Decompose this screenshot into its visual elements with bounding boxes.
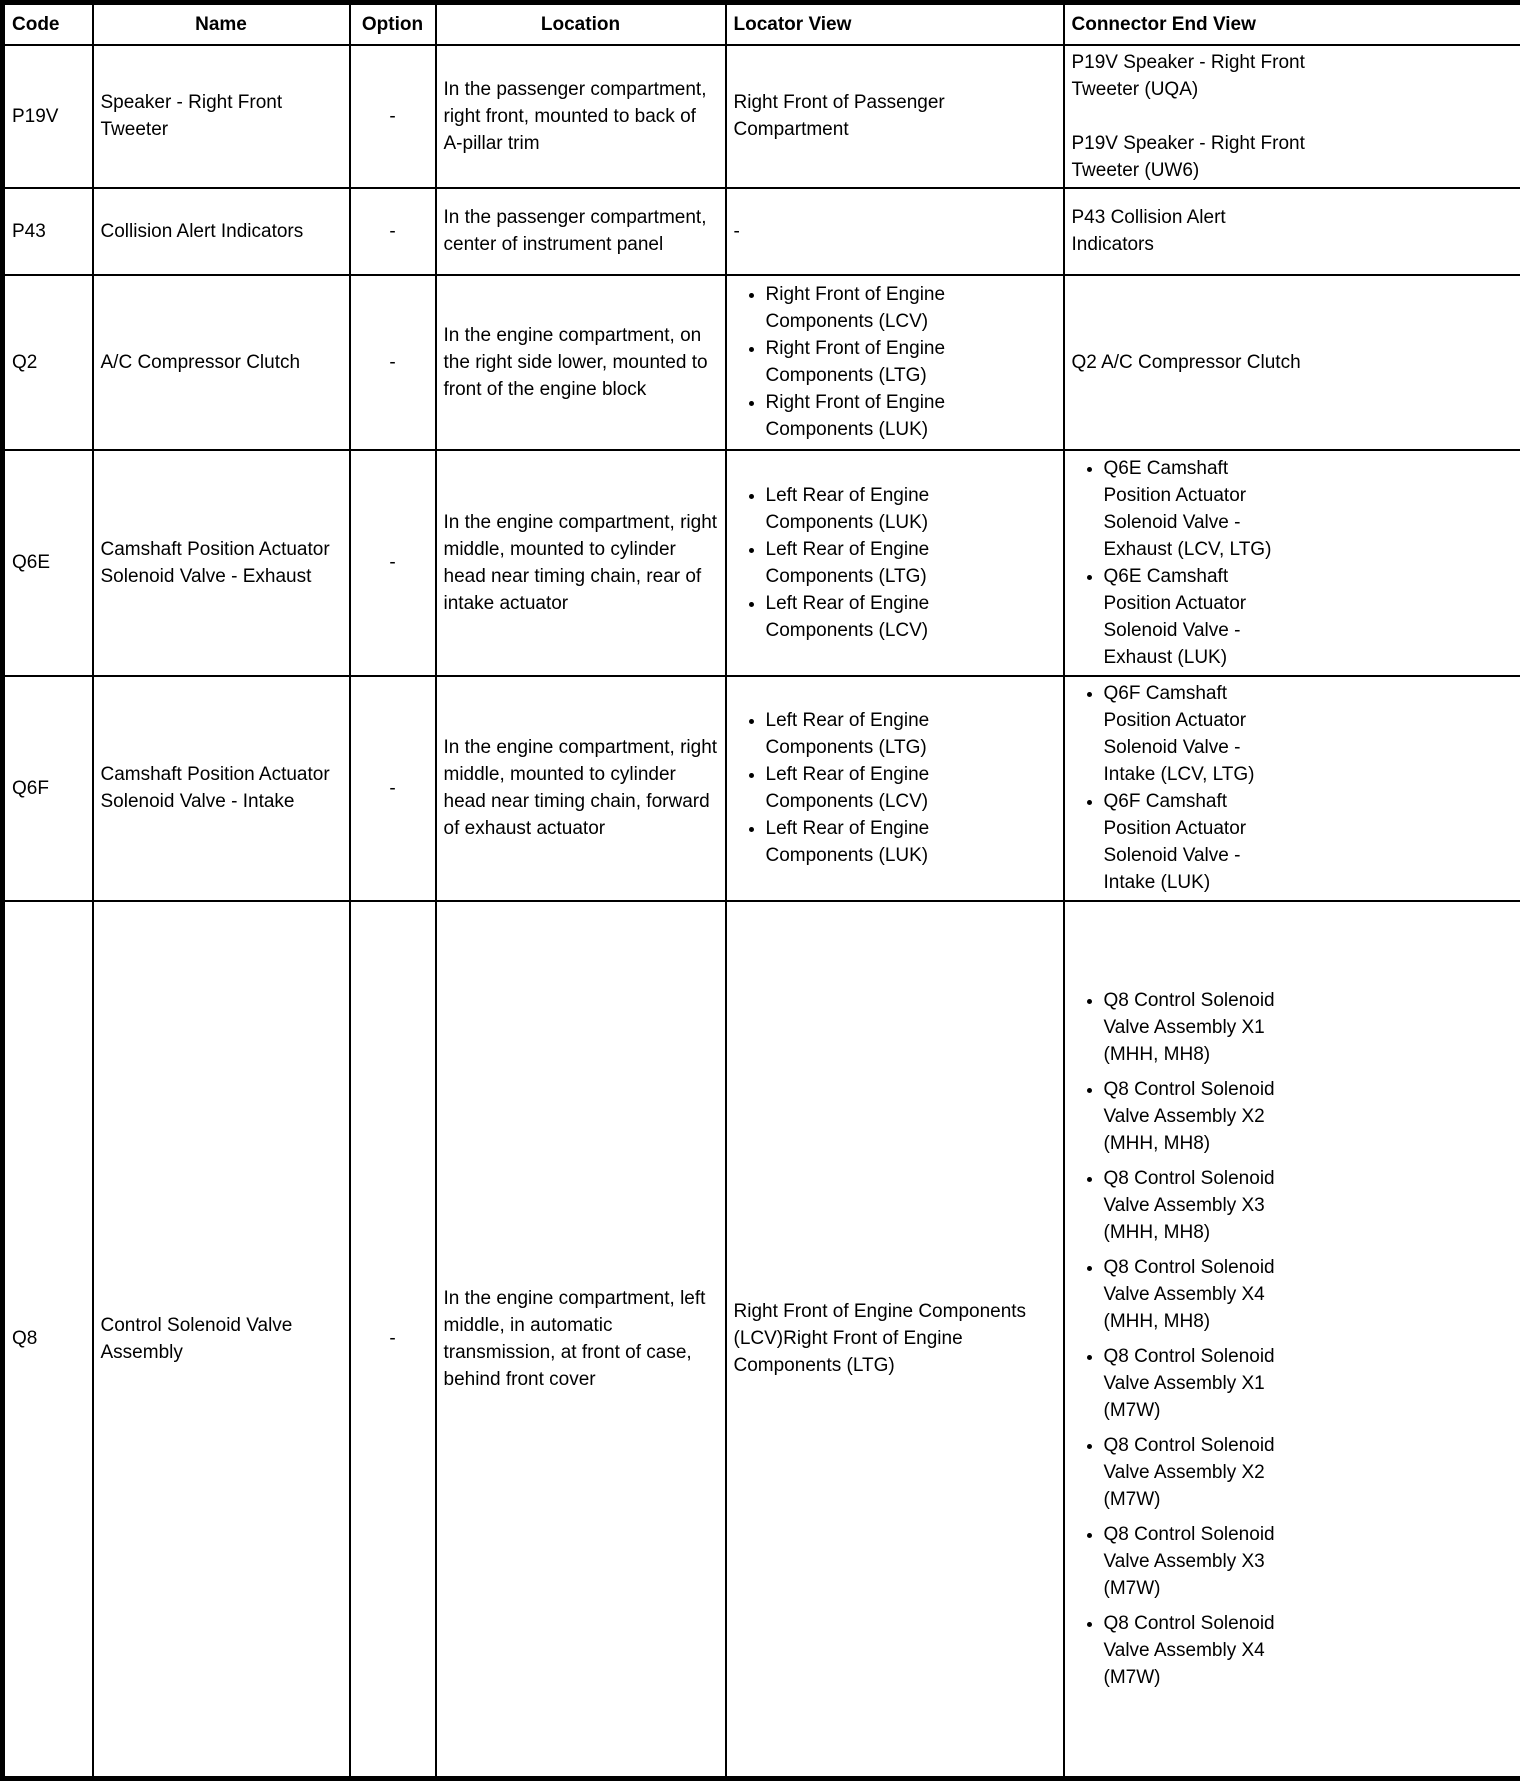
paragraph: Right Front of Engine Components (LCV)Right Front of Engine Components (LTG) bbox=[734, 1298, 1034, 1379]
option-cell: - bbox=[350, 45, 436, 188]
paragraph: P43 Collision Alert Indicators bbox=[1072, 204, 1307, 258]
bullet-item: • Q8 Control Solenoid Valve Assembly X2 (MHH, MH8) bbox=[1104, 1076, 1297, 1157]
locator-view-cell bbox=[726, 45, 1064, 188]
connector-end-view-cell bbox=[1064, 450, 1520, 676]
bullet-item: • Left Rear of Engine Components (LUK) bbox=[766, 815, 999, 869]
paragraph: Right Front of Passenger Compartment bbox=[734, 89, 1034, 143]
bullet-item: • Q6F Camshaft Position Actuator Solenoid Valve - Intake (LUK) bbox=[1104, 788, 1297, 896]
locator-paragraphs bbox=[734, 89, 1034, 143]
bullet-item: • Q8 Control Solenoid Valve Assembly X1 (M7W) bbox=[1104, 1343, 1297, 1424]
code-cell: P43 bbox=[3, 188, 93, 275]
location-cell: In the engine compartment, right middle, mounted to cylinder head near timing chain, forward of exhaust actuator bbox=[436, 676, 726, 901]
table-row bbox=[3, 45, 1520, 188]
connector-paragraphs bbox=[1072, 49, 1307, 184]
location-cell: In the engine compartment, on the right side lower, mounted to front of the engine block bbox=[436, 275, 726, 450]
name-cell: Camshaft Position Actuator Solenoid Valve - Exhaust bbox=[93, 450, 350, 676]
connector-end-view-cell bbox=[1064, 676, 1520, 901]
paragraph: P19V Speaker - Right Front Tweeter (UW6) bbox=[1072, 130, 1307, 184]
locator-view-cell bbox=[726, 676, 1064, 901]
header-location: Location bbox=[436, 3, 726, 45]
header-option: Option bbox=[350, 3, 436, 45]
code-cell: Q2 bbox=[3, 275, 93, 450]
locator-paragraphs bbox=[734, 1298, 1034, 1379]
bullet-item: • Left Rear of Engine Components (LTG) bbox=[766, 536, 999, 590]
table-row bbox=[3, 450, 1520, 676]
connector-bullet-list bbox=[1072, 680, 1297, 896]
bullet-item: • Q8 Control Solenoid Valve Assembly X4 (M7W) bbox=[1104, 1610, 1297, 1691]
table-row bbox=[3, 275, 1520, 450]
paragraph: P19V Speaker - Right Front Tweeter (UQA) bbox=[1072, 49, 1307, 103]
paragraph: Q2 A/C Compressor Clutch bbox=[1072, 349, 1307, 376]
connector-paragraphs bbox=[1072, 204, 1307, 258]
code-cell: Q6E bbox=[3, 450, 93, 676]
option-cell: - bbox=[350, 275, 436, 450]
bullet-item: • Right Front of Engine Components (LUK) bbox=[766, 389, 999, 443]
paragraph: - bbox=[734, 218, 1034, 245]
locator-view-cell bbox=[726, 275, 1064, 450]
option-cell: - bbox=[350, 450, 436, 676]
locator-view-cell bbox=[726, 450, 1064, 676]
name-cell: Collision Alert Indicators bbox=[93, 188, 350, 275]
bullet-item: • Q6E Camshaft Position Actuator Solenoid Valve - Exhaust (LCV, LTG) bbox=[1104, 455, 1297, 563]
location-cell: In the passenger compartment, right front, mounted to back of A-pillar trim bbox=[436, 45, 726, 188]
header-connector-end-view: Connector End View bbox=[1064, 3, 1520, 45]
connector-bullet-list bbox=[1072, 987, 1297, 1691]
connector-paragraphs bbox=[1072, 349, 1307, 376]
bullet-item: • Left Rear of Engine Components (LCV) bbox=[766, 590, 999, 644]
bullet-item: • Q8 Control Solenoid Valve Assembly X3 (MHH, MH8) bbox=[1104, 1165, 1297, 1246]
locator-bullet-list bbox=[734, 707, 999, 869]
bullet-item: • Q6E Camshaft Position Actuator Solenoid Valve - Exhaust (LUK) bbox=[1104, 563, 1297, 671]
locator-view-cell bbox=[726, 188, 1064, 275]
locator-bullet-list bbox=[734, 482, 999, 644]
bullet-item: • Q8 Control Solenoid Valve Assembly X3 (M7W) bbox=[1104, 1521, 1297, 1602]
bullet-item: • Right Front of Engine Components (LCV) bbox=[766, 281, 999, 335]
name-cell: Speaker - Right Front Tweeter bbox=[93, 45, 350, 188]
connector-bullet-list bbox=[1072, 455, 1297, 671]
location-cell: In the engine compartment, right middle, mounted to cylinder head near timing chain, rear of intake actuator bbox=[436, 450, 726, 676]
header-row bbox=[3, 3, 1520, 45]
bullet-item: • Left Rear of Engine Components (LUK) bbox=[766, 482, 999, 536]
option-cell: - bbox=[350, 676, 436, 901]
code-cell: Q8 bbox=[3, 901, 93, 1779]
location-cell: In the engine compartment, left middle, in automatic transmission, at front of case, behind front cover bbox=[436, 901, 726, 1779]
bullet-item: • Left Rear of Engine Components (LTG) bbox=[766, 707, 999, 761]
connector-end-view-cell bbox=[1064, 275, 1520, 450]
option-cell: - bbox=[350, 901, 436, 1779]
connector-end-view-cell bbox=[1064, 188, 1520, 275]
header-name: Name bbox=[93, 3, 350, 45]
locator-bullet-list bbox=[734, 281, 999, 443]
table-row bbox=[3, 676, 1520, 901]
bullet-item: • Q8 Control Solenoid Valve Assembly X2 (M7W) bbox=[1104, 1432, 1297, 1513]
option-cell: - bbox=[350, 188, 436, 275]
connector-end-view-cell bbox=[1064, 45, 1520, 188]
locator-paragraphs bbox=[734, 218, 1034, 245]
name-cell: Camshaft Position Actuator Solenoid Valve - Intake bbox=[93, 676, 350, 901]
name-cell: Control Solenoid Valve Assembly bbox=[93, 901, 350, 1779]
table-row bbox=[3, 188, 1520, 275]
name-cell: A/C Compressor Clutch bbox=[93, 275, 350, 450]
connector-end-view-cell bbox=[1064, 901, 1520, 1779]
bullet-item: • Q8 Control Solenoid Valve Assembly X1 (MHH, MH8) bbox=[1104, 987, 1297, 1068]
bullet-item: • Left Rear of Engine Components (LCV) bbox=[766, 761, 999, 815]
bullet-item: • Q8 Control Solenoid Valve Assembly X4 (MHH, MH8) bbox=[1104, 1254, 1297, 1335]
header-locator-view: Locator View bbox=[726, 3, 1064, 45]
code-cell: Q6F bbox=[3, 676, 93, 901]
bullet-item: • Q6F Camshaft Position Actuator Solenoid Valve - Intake (LCV, LTG) bbox=[1104, 680, 1297, 788]
locator-view-cell bbox=[726, 901, 1064, 1779]
location-cell: In the passenger compartment, center of instrument panel bbox=[436, 188, 726, 275]
code-cell: P19V bbox=[3, 45, 93, 188]
table-row bbox=[3, 901, 1520, 1779]
header-code: Code bbox=[3, 3, 93, 45]
bullet-item: • Right Front of Engine Components (LTG) bbox=[766, 335, 999, 389]
